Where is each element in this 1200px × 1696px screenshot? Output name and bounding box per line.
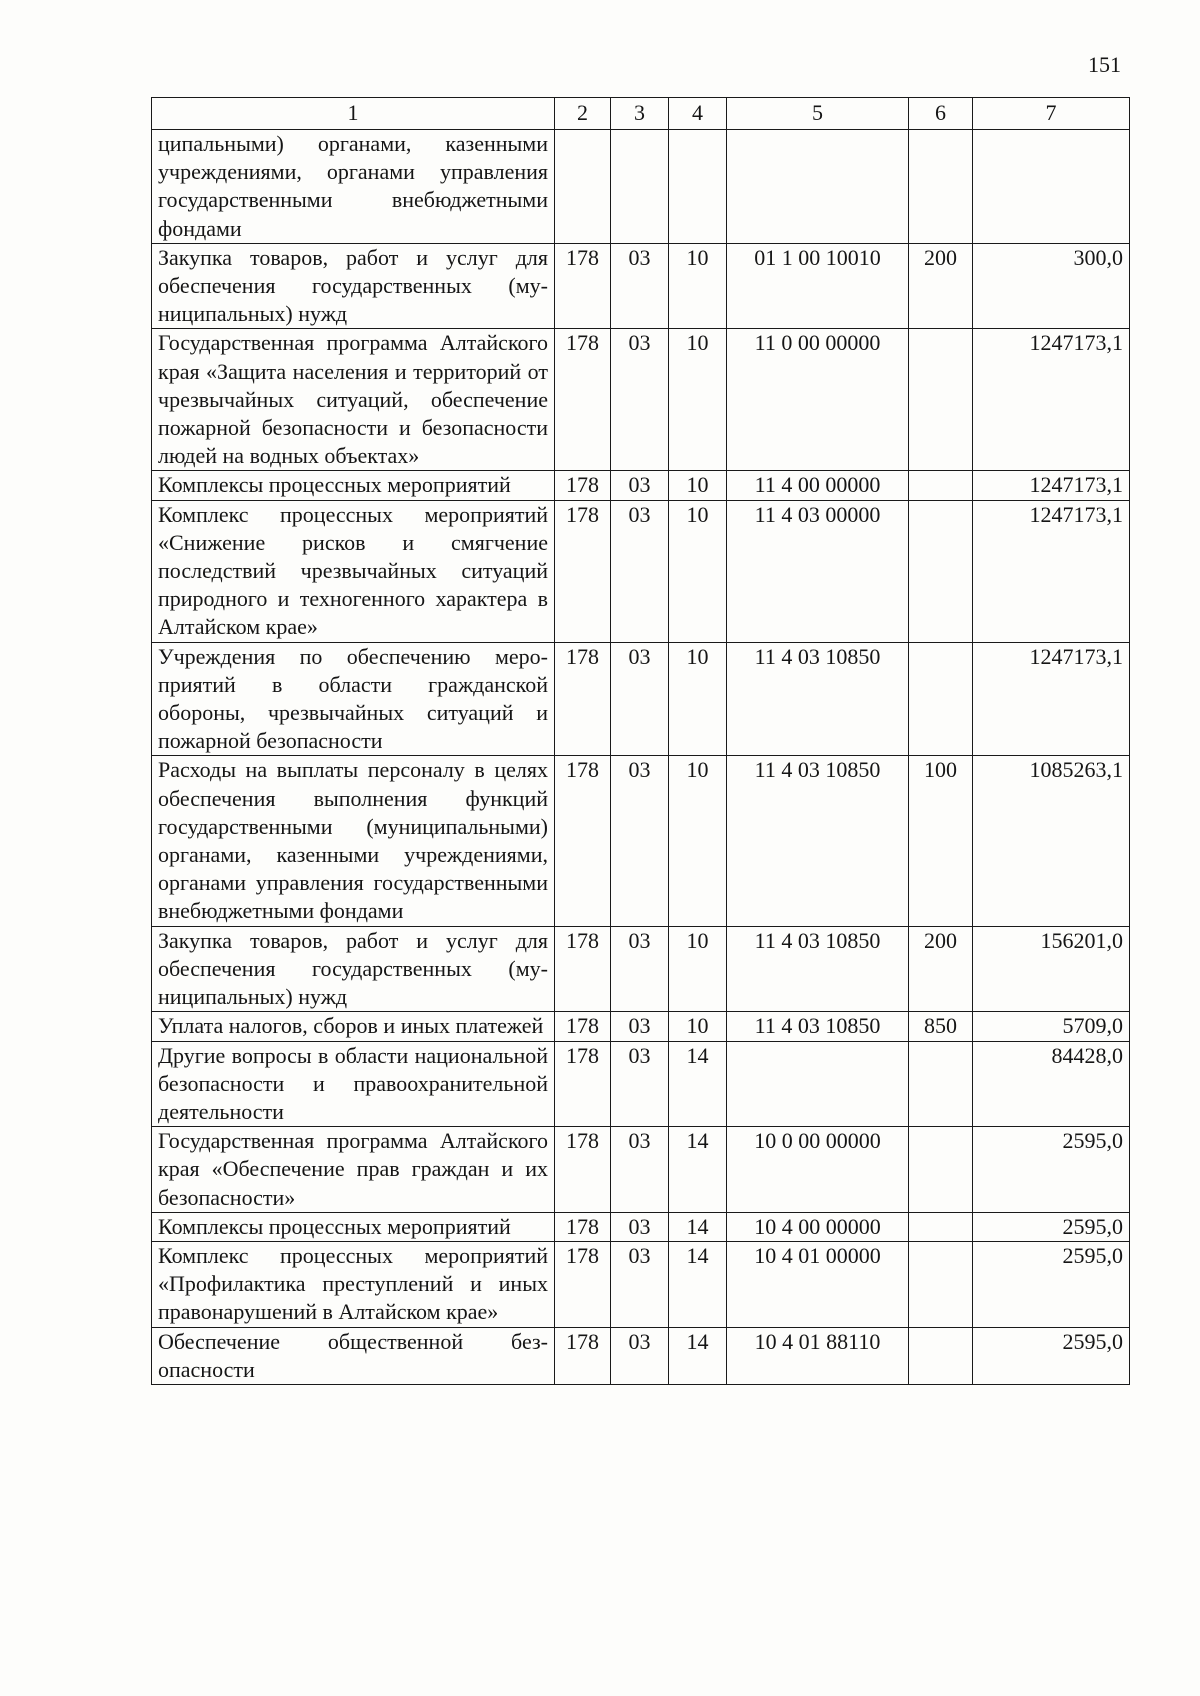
section-code-cell: 03	[611, 642, 669, 756]
target-code-cell	[727, 130, 909, 244]
expense-type-cell: 850	[909, 1012, 973, 1041]
amount-cell: 1247173,1	[973, 642, 1130, 756]
subsection-code-cell: 14	[669, 1241, 727, 1327]
column-header: 2	[555, 98, 611, 130]
amount-cell: 2595,0	[973, 1327, 1130, 1384]
amount-cell	[973, 130, 1130, 244]
item-name-cell: Комплексы процессных мероприятий	[152, 471, 555, 500]
target-code-cell: 10 4 00 00000	[727, 1212, 909, 1241]
expense-type-cell	[909, 642, 973, 756]
amount-cell: 300,0	[973, 243, 1130, 329]
expense-type-cell	[909, 1041, 973, 1127]
expense-type-cell	[909, 1241, 973, 1327]
admin-code-cell: 178	[555, 500, 611, 642]
admin-code-cell: 178	[555, 1241, 611, 1327]
subsection-code-cell: 10	[669, 1012, 727, 1041]
section-code-cell: 03	[611, 1127, 669, 1213]
admin-code-cell: 178	[555, 1327, 611, 1384]
column-header: 7	[973, 98, 1130, 130]
admin-code-cell: 178	[555, 1012, 611, 1041]
section-code-cell: 03	[611, 1241, 669, 1327]
table-body	[152, 130, 1130, 1385]
expense-type-cell: 100	[909, 756, 973, 926]
section-code-cell: 03	[611, 1012, 669, 1041]
target-code-cell: 11 4 03 10850	[727, 1012, 909, 1041]
subsection-code-cell: 14	[669, 1212, 727, 1241]
section-code-cell: 03	[611, 1327, 669, 1384]
item-name-cell: Закупка товаров, работ и услуг для обеспечения государственных (муниципальных) нужд	[152, 926, 555, 1012]
item-name-cell: Уплата налогов, сборов и иных платежей	[152, 1012, 555, 1041]
target-code-cell: 10 0 00 00000	[727, 1127, 909, 1213]
amount-cell: 1085263,1	[973, 756, 1130, 926]
column-header: 1	[152, 98, 555, 130]
target-code-cell: 10 4 01 00000	[727, 1241, 909, 1327]
section-code-cell: 03	[611, 756, 669, 926]
target-code-cell: 01 1 00 10010	[727, 243, 909, 329]
table-row	[152, 1241, 1130, 1327]
expense-type-cell	[909, 130, 973, 244]
amount-cell: 156201,0	[973, 926, 1130, 1012]
target-code-cell: 11 4 03 00000	[727, 500, 909, 642]
subsection-code-cell	[669, 130, 727, 244]
expense-type-cell	[909, 329, 973, 471]
column-header: 6	[909, 98, 973, 130]
item-name-cell: Учреждения по обеспечению мероприятий в области гражданской обороны, чрезвычайных ситуаций и пожарной безопасности	[152, 642, 555, 756]
table-row	[152, 1041, 1130, 1127]
admin-code-cell: 178	[555, 1041, 611, 1127]
target-code-cell: 11 4 03 10850	[727, 642, 909, 756]
section-code-cell	[611, 130, 669, 244]
page-number: 151	[1088, 52, 1121, 77]
table-row	[152, 471, 1130, 500]
section-code-cell: 03	[611, 243, 669, 329]
expense-type-cell	[909, 471, 973, 500]
subsection-code-cell: 10	[669, 471, 727, 500]
table-row	[152, 756, 1130, 926]
admin-code-cell: 178	[555, 926, 611, 1012]
item-name-cell: ципальными) органами, казенными учреждениями, органами управления государственными внебюджетными фондами	[152, 130, 555, 244]
section-code-cell: 03	[611, 500, 669, 642]
admin-code-cell: 178	[555, 756, 611, 926]
table-row	[152, 642, 1130, 756]
amount-cell: 2595,0	[973, 1212, 1130, 1241]
column-header: 4	[669, 98, 727, 130]
table-row	[152, 1212, 1130, 1241]
amount-cell: 2595,0	[973, 1241, 1130, 1327]
target-code-cell: 11 4 03 10850	[727, 926, 909, 1012]
item-name-cell: Государственная программа Алтайского края «Защита населения и территорий от чрезвычайных ситуаций, обеспечение пожарной безопасности и безопасности людей на водных объектах»	[152, 329, 555, 471]
subsection-code-cell: 10	[669, 329, 727, 471]
section-code-cell: 03	[611, 1212, 669, 1241]
admin-code-cell: 178	[555, 642, 611, 756]
column-header: 5	[727, 98, 909, 130]
section-code-cell: 03	[611, 1041, 669, 1127]
item-name-cell: Другие вопросы в области национальной безопасности и правоохранительной деятельности	[152, 1041, 555, 1127]
target-code-cell: 10 4 01 88110	[727, 1327, 909, 1384]
table-row	[152, 130, 1130, 244]
table-header	[152, 98, 1130, 130]
item-name-cell: Комплекс процессных мероприятий «Снижение рисков и смягчение последствий чрезвычайных ситуаций природного и техногенного характера в Алтайском крае»	[152, 500, 555, 642]
expense-type-cell	[909, 500, 973, 642]
item-name-cell: Комплекс процессных мероприятий «Профилактика преступлений и иных правонарушений в Алтайском крае»	[152, 1241, 555, 1327]
admin-code-cell: 178	[555, 329, 611, 471]
table-row	[152, 926, 1130, 1012]
expense-type-cell: 200	[909, 926, 973, 1012]
subsection-code-cell: 10	[669, 500, 727, 642]
amount-cell: 1247173,1	[973, 471, 1130, 500]
admin-code-cell: 178	[555, 1212, 611, 1241]
section-code-cell: 03	[611, 471, 669, 500]
admin-code-cell: 178	[555, 471, 611, 500]
expense-type-cell: 200	[909, 243, 973, 329]
admin-code-cell: 178	[555, 243, 611, 329]
subsection-code-cell: 10	[669, 926, 727, 1012]
expense-type-cell	[909, 1327, 973, 1384]
subsection-code-cell: 14	[669, 1127, 727, 1213]
item-name-cell: Комплексы процессных мероприятий	[152, 1212, 555, 1241]
table-row	[152, 243, 1130, 329]
target-code-cell: 11 0 00 00000	[727, 329, 909, 471]
amount-cell: 1247173,1	[973, 500, 1130, 642]
header-row	[152, 98, 1130, 130]
amount-cell: 2595,0	[973, 1127, 1130, 1213]
subsection-code-cell: 14	[669, 1041, 727, 1127]
subsection-code-cell: 10	[669, 756, 727, 926]
expense-type-cell	[909, 1127, 973, 1213]
item-name-cell: Закупка товаров, работ и услуг для обеспечения государственных (муниципальных) нужд	[152, 243, 555, 329]
expense-type-cell	[909, 1212, 973, 1241]
subsection-code-cell: 10	[669, 642, 727, 756]
table-row	[152, 500, 1130, 642]
table-row	[152, 1012, 1130, 1041]
item-name-cell: Государственная программа Алтайского края «Обеспечение прав граждан и их безопасности»	[152, 1127, 555, 1213]
section-code-cell: 03	[611, 926, 669, 1012]
target-code-cell	[727, 1041, 909, 1127]
item-name-cell: Расходы на выплаты персоналу в целях обеспечения выполнения функций государственными (муниципальными) органами, казенными учреждениями, органами управления государственными внебюджетными фондами	[152, 756, 555, 926]
amount-cell: 5709,0	[973, 1012, 1130, 1041]
target-code-cell: 11 4 03 10850	[727, 756, 909, 926]
amount-cell: 84428,0	[973, 1041, 1130, 1127]
section-code-cell: 03	[611, 329, 669, 471]
amount-cell: 1247173,1	[973, 329, 1130, 471]
table-row	[152, 1327, 1130, 1384]
target-code-cell: 11 4 00 00000	[727, 471, 909, 500]
subsection-code-cell: 10	[669, 243, 727, 329]
subsection-code-cell: 14	[669, 1327, 727, 1384]
admin-code-cell	[555, 130, 611, 244]
admin-code-cell: 178	[555, 1127, 611, 1213]
table-row	[152, 1127, 1130, 1213]
column-header: 3	[611, 98, 669, 130]
item-name-cell: Обеспечение общественной безопасности	[152, 1327, 555, 1384]
budget-table	[151, 97, 1130, 1385]
table-row	[152, 329, 1130, 471]
